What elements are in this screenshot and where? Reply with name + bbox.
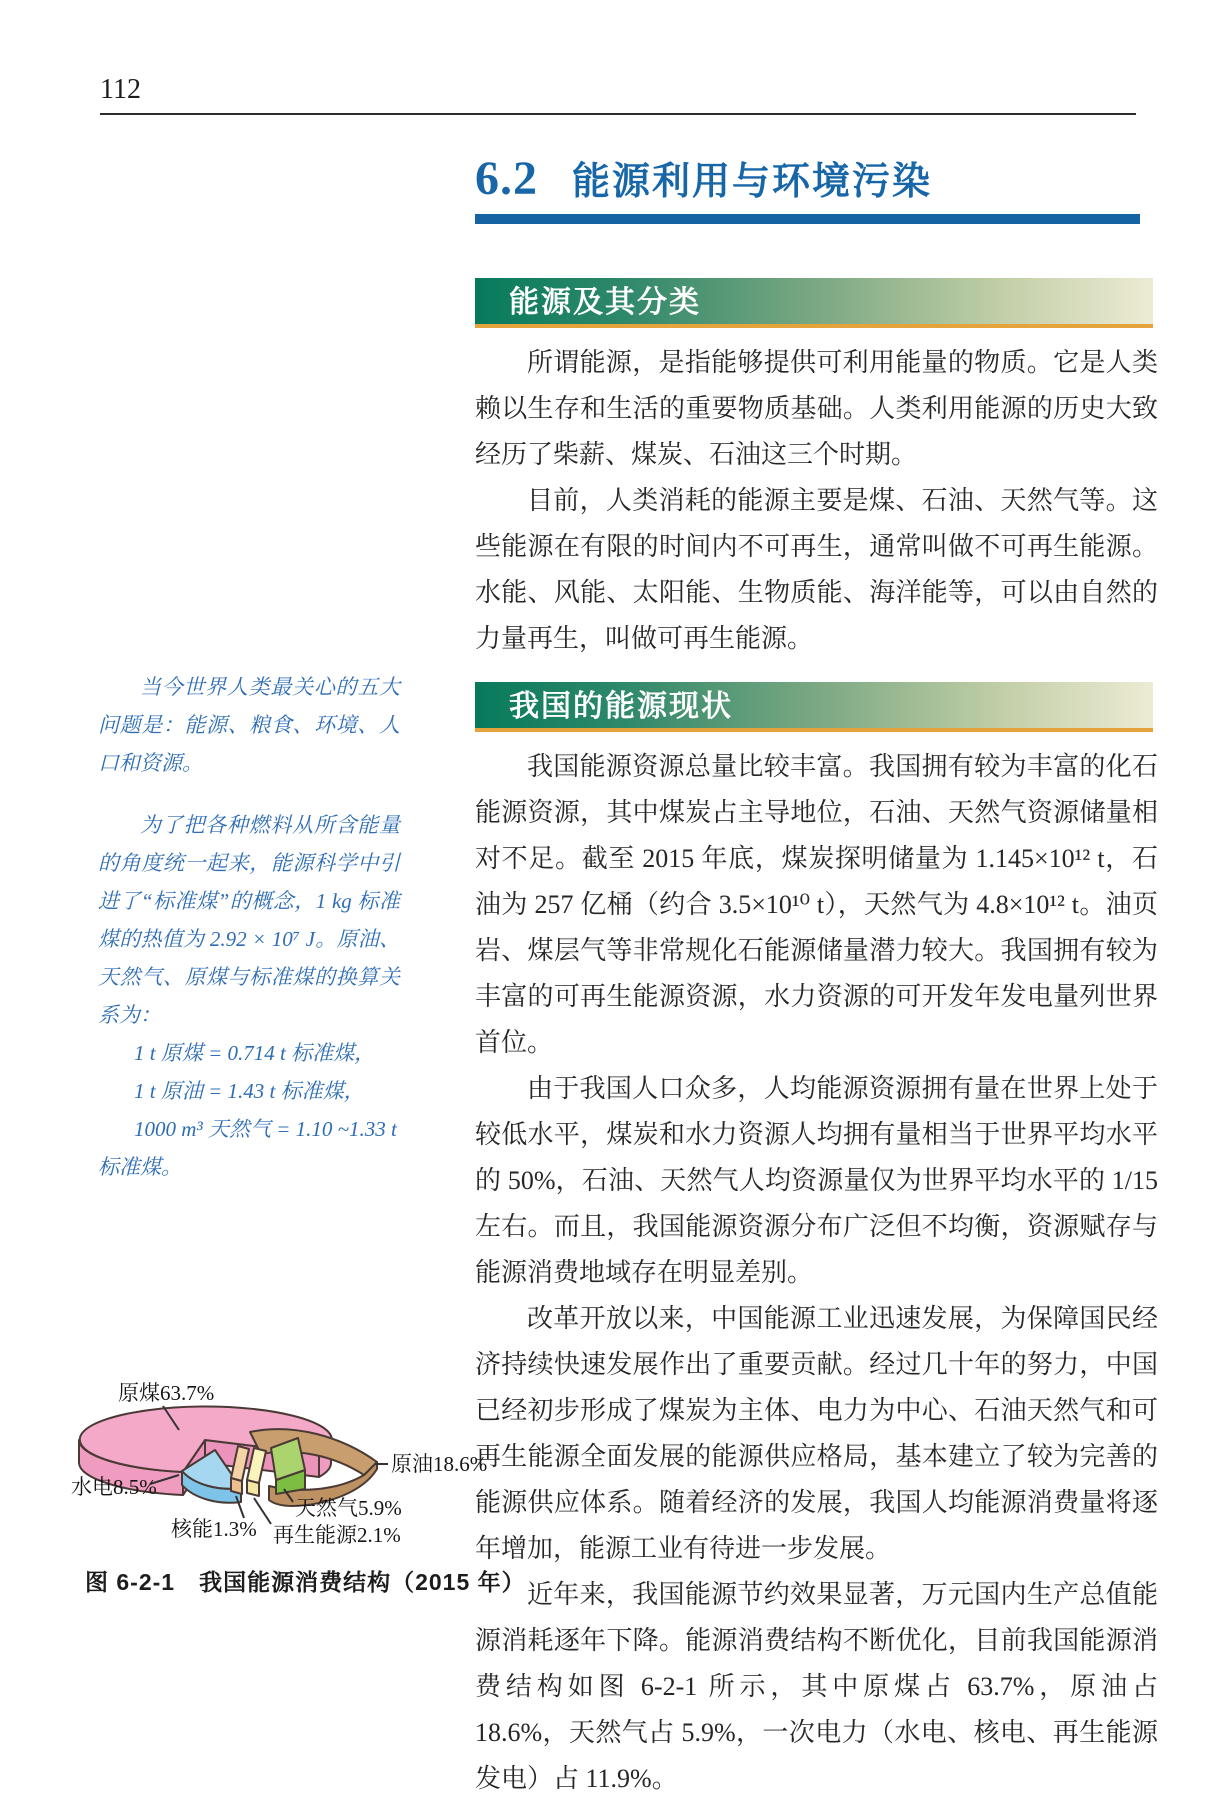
section-title: 能源利用与环境污染 xyxy=(572,161,933,203)
pie-label-hydro: 水电8.5% xyxy=(71,1475,157,1499)
sidebar-formula-raw-coal: 1 t 原煤 = 0.714 t 标准煤， xyxy=(134,1041,376,1065)
pie-label-oil: 原油18.6% xyxy=(391,1452,488,1476)
banner-china-energy-status: 我国的能源现状 xyxy=(475,682,1153,732)
sidebar-notes xyxy=(98,668,400,1186)
sidebar-formula-crude-oil: 1 t 原油 = 1.43 t 标准煤， xyxy=(134,1079,365,1103)
pie-label-coal: 原煤63.7% xyxy=(118,1381,215,1405)
paragraph: 目前，人类消耗的能源主要是煤、石油、天然气等。这些能源在有限的时间内不可再生，通常叫做不可再生能源。水能、风能、太阳能、生物质能、海洋能等，可以由自然的力量再生，叫做可再生能源。 xyxy=(475,486,1158,653)
paragraph: 由于我国人口众多，人均能源资源拥有量在世界上处于较低水平，煤炭和水力资源人均拥有量相当于世界平均水平的 50%，石油、天然气人均资源量仅为世界平均水平的 1/15 左右。而且，我国能源资源分布广泛但不均衡，资源赋存与能源消费地域存在明显差别。 xyxy=(475,1074,1158,1287)
pie-label-nuclear: 核能1.3% xyxy=(171,1517,257,1541)
figure-6-2-1 xyxy=(45,1368,526,1608)
section-heading xyxy=(475,150,1158,206)
section-number: 6.2 xyxy=(475,152,538,205)
figure-caption: 图 6-2-1 我国能源消费结构（2015 年） xyxy=(85,1569,526,1595)
banner-energy-classification: 能源及其分类 xyxy=(475,278,1153,328)
sidebar-formula-natural-gas: 1000 m³ 天然气 = 1.10 ~1.33 t 标准煤。 xyxy=(98,1117,397,1179)
heading-underline-bar xyxy=(475,214,1140,224)
sidebar-note-2: 为了把各种燃料从所含能量的角度统一起来，能源科学中引进了“标准煤”的概念，1 kg 标准煤的热值为 2.92 × 10⁷ J。原油、天然气、原煤与标准煤的换算关系为： xyxy=(98,813,400,1027)
page-number: 112 xyxy=(100,74,141,105)
paragraph: 所谓能源，是指能够提供可利用能量的物质。它是人类赖以生存和生活的重要物质基础。人类利用能源的历史大致经历了柴薪、煤炭、石油这三个时期。 xyxy=(475,348,1158,469)
sidebar-note-1: 当今世界人类最关心的五大问题是：能源、粮食、环境、人口和资源。 xyxy=(98,675,400,775)
main-column xyxy=(475,0,1158,1802)
paragraph: 我国能源资源总量比较丰富。我国拥有较为丰富的化石能源资源，其中煤炭占主导地位，石油、天然气资源储量相对不足。截至 2015 年底，煤炭探明储量为 1.145×10¹² t，石油为 257 亿桶（约合 3.5×10¹⁰ t），天然气为 4.8×10¹² t。油页岩、煤层气等非常规化石能源储量潜力较大。我国拥有较为丰富的可再生能源资源，水力资源的可开发年发电量列世界首位。 xyxy=(475,752,1158,1057)
pie-label-gas: 天然气5.9% xyxy=(295,1496,402,1520)
pie-label-renewable: 再生能源2.1% xyxy=(273,1523,401,1547)
paragraph: 改革开放以来，中国能源工业迅速发展，为保障国民经济持续快速发展作出了重要贡献。经过几十年的努力，中国已经初步形成了煤炭为主体、电力为中心、石油天然气和可再生能源全面发展的能源供应格局，基本建立了较为完善的能源供应体系。随着经济的发展，我国人均能源消费量将逐年增加，能源工业有待进一步发展。 xyxy=(475,1304,1158,1563)
paragraph: 近年来，我国能源节约效果显著，万元国内生产总值能源消耗逐年下降。能源消费结构不断优化，目前我国能源消费结构如图 6-2-1 所示，其中原煤占 63.7%，原油占 18.6%，天然气占 5.9%，一次电力（水电、核电、再生能源发电）占 11.9%。 xyxy=(475,1580,1158,1793)
